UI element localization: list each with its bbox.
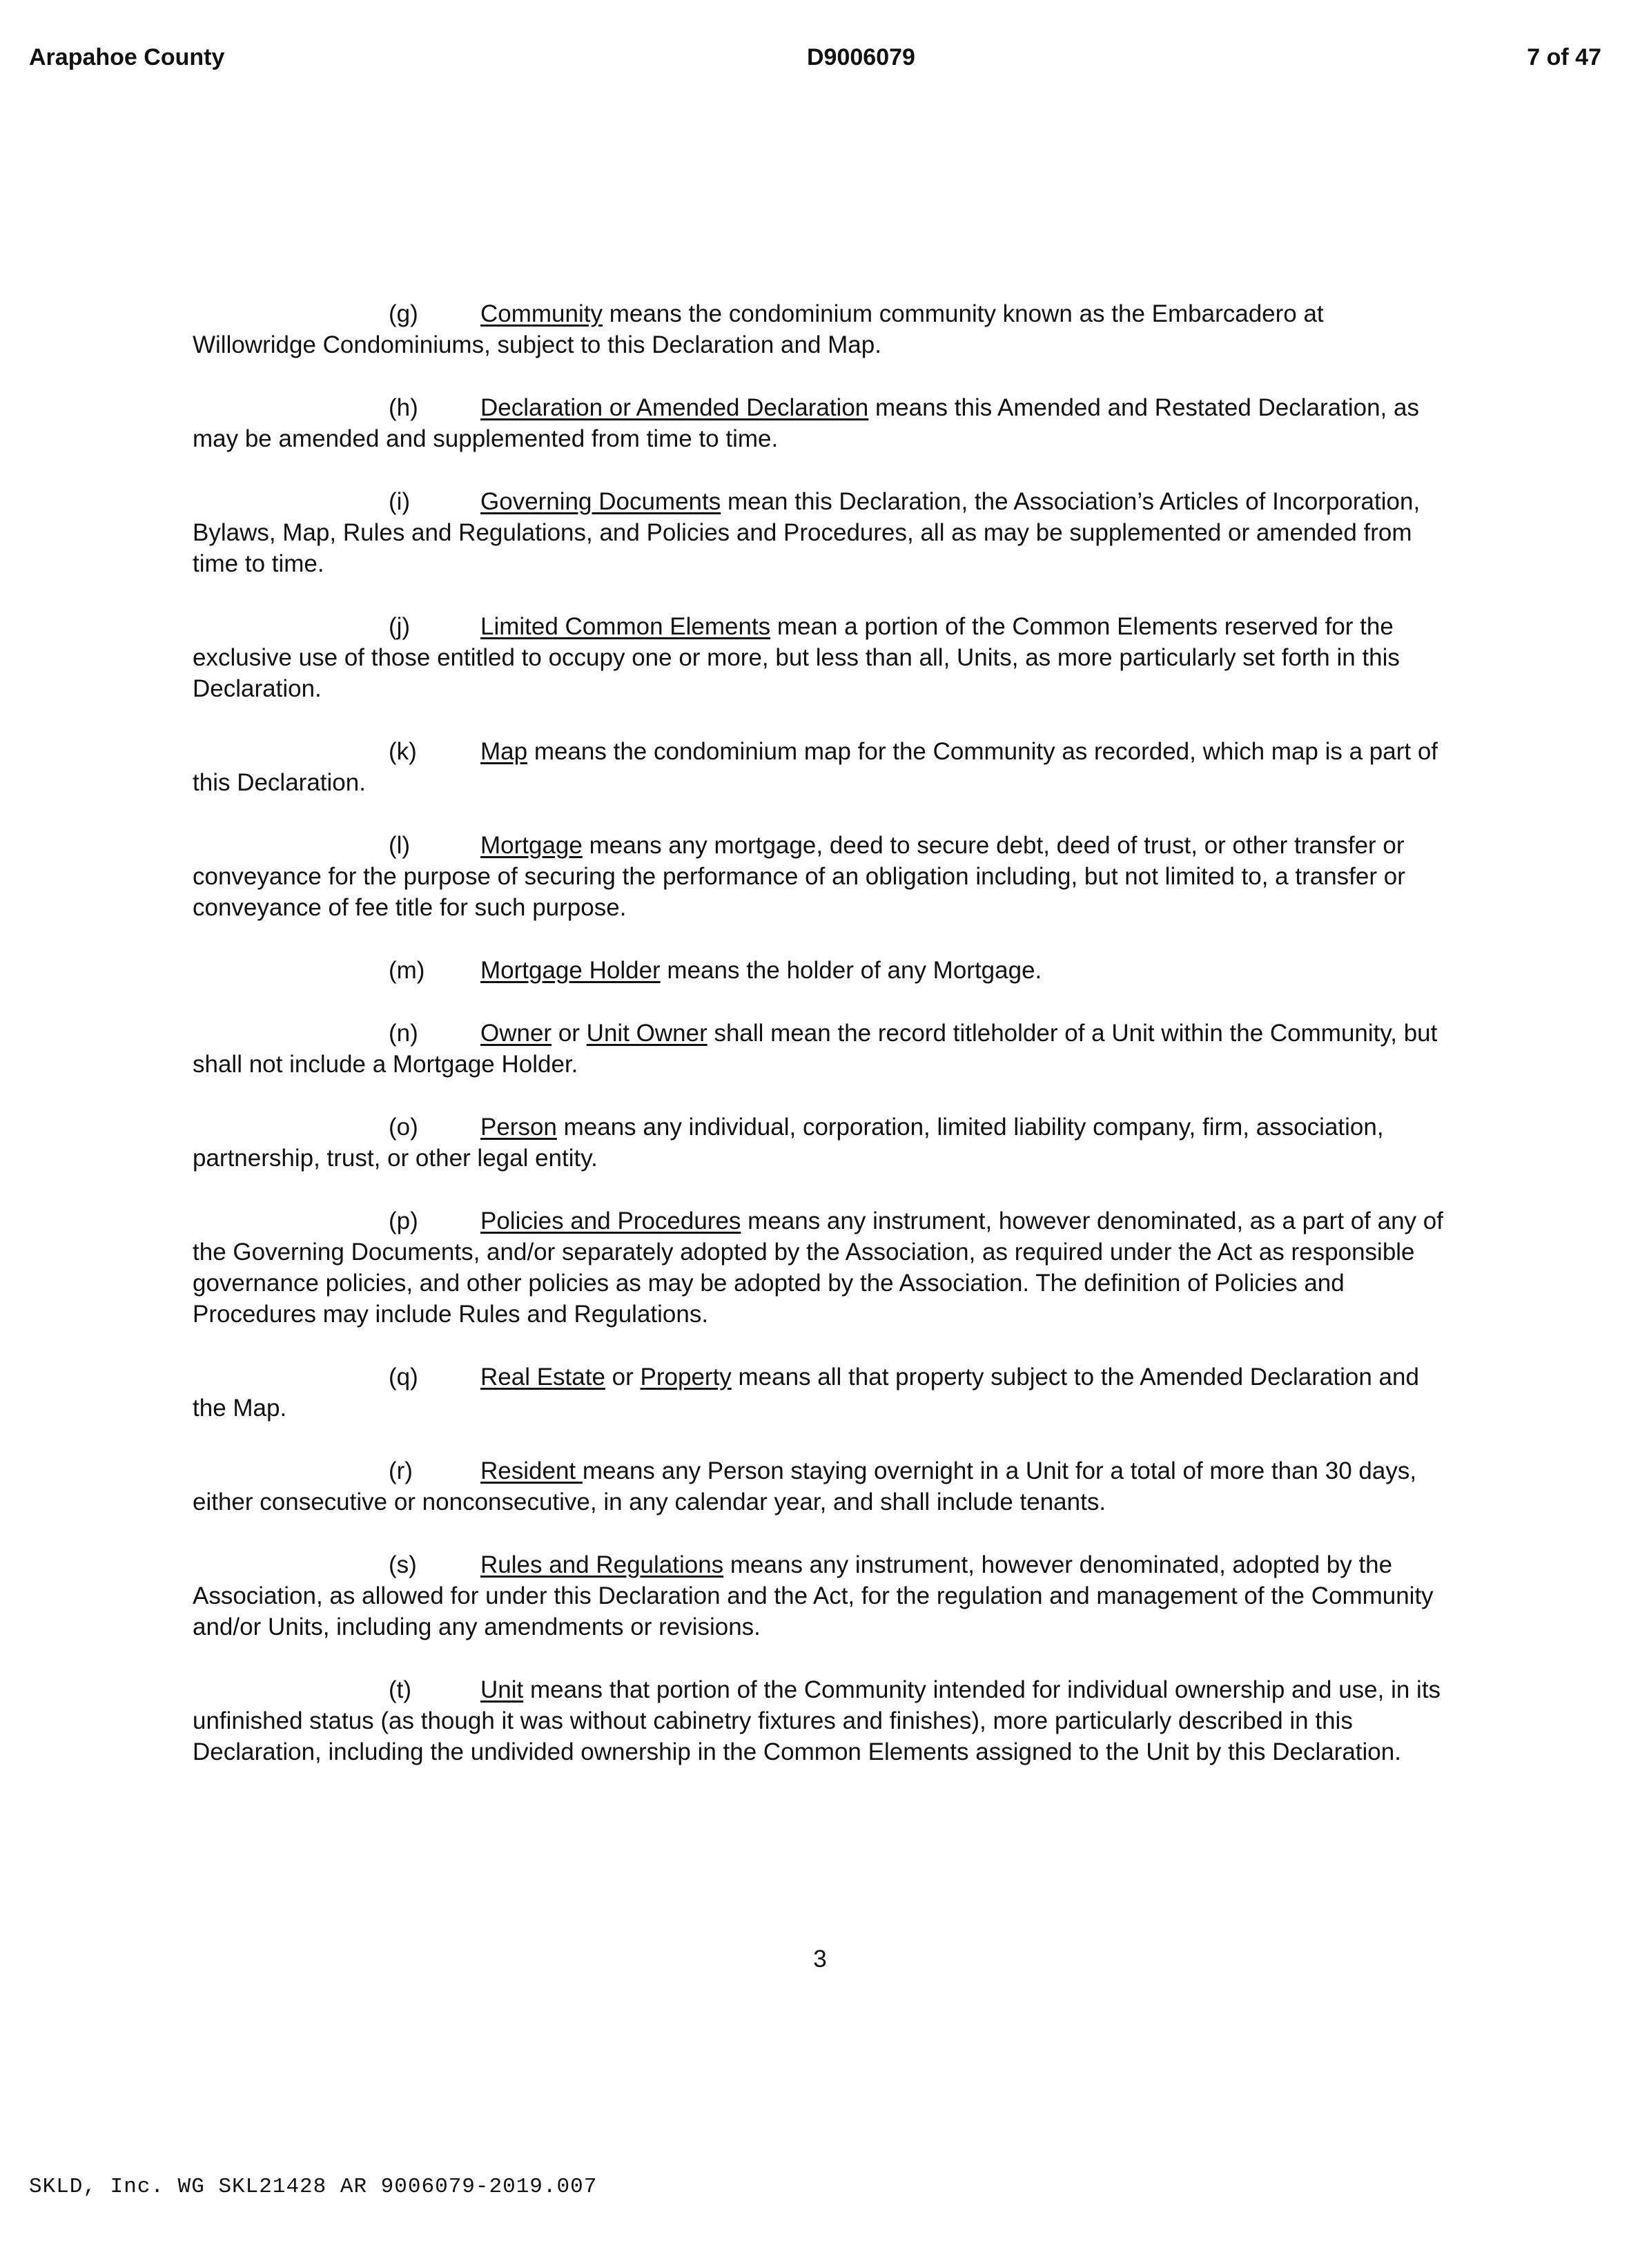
definitions-list xyxy=(193,298,1452,1799)
definition-text: means the holder of any Mortgage. xyxy=(660,957,1042,984)
footer-stamp: SKLD, Inc. WG SKL21428 AR 9006079-2019.007 xyxy=(29,2175,598,2199)
definition-t xyxy=(193,1674,1452,1767)
definition-text: means any instrument, however denominated, adopted by the Association, as allowed for under this Declaration and the Act, for the regulation and management of the Community and/or Units, including any amendments or revisions. xyxy=(193,1551,1434,1640)
definition-letter: (p) xyxy=(389,1208,418,1234)
defined-term-alt: Property xyxy=(640,1364,732,1390)
definition-letter: (h) xyxy=(389,394,418,421)
defined-term: Governing Documents xyxy=(480,488,721,515)
page-count: 7 of 47 xyxy=(1527,44,1601,70)
definition-r xyxy=(193,1455,1452,1518)
defined-term: Mortgage xyxy=(480,832,583,859)
definition-n xyxy=(193,1018,1452,1080)
defined-term: Owner xyxy=(480,1020,552,1047)
definition-text: means the condominium community known as the Embarcadero at Willowridge Condominiums, subject to this Declaration and Map. xyxy=(193,300,1324,358)
page-number: 3 xyxy=(813,1946,827,1973)
defined-term: Mortgage Holder xyxy=(480,957,661,984)
definition-k xyxy=(193,736,1452,798)
definition-letter: (g) xyxy=(389,300,418,327)
definition-letter: (j) xyxy=(389,613,411,640)
definition-j xyxy=(193,611,1452,704)
definition-text: means any instrument, however denominated, as a part of any of the Governing Documents, and/or separately adopted by the Association, as required under the Act as responsible governance policies, and other policies as may be adopted by the Association. The definition of Policies and Procedures may include Rules and Regulations. xyxy=(193,1208,1443,1328)
document-number: D9006079 xyxy=(807,44,915,70)
definition-text: means this Amended and Restated Declaration, as may be amended and supplemented from time to time. xyxy=(193,394,1419,452)
defined-term: Map xyxy=(480,738,528,765)
definition-q xyxy=(193,1361,1452,1424)
connector-text: or xyxy=(551,1020,587,1047)
connector-text: or xyxy=(605,1364,641,1390)
definition-h xyxy=(193,392,1452,454)
page-header xyxy=(0,44,1640,79)
defined-term-alt: Unit Owner xyxy=(586,1020,707,1047)
definition-text: means any Person staying overnight in a Unit for a total of more than 30 days, either consecutive or nonconsecutive, in any calendar year, and shall include tenants. xyxy=(193,1457,1417,1515)
defined-term: Rules and Regulations xyxy=(480,1551,724,1578)
definition-letter: (r) xyxy=(389,1457,413,1484)
definition-l xyxy=(193,830,1452,923)
county-name: Arapahoe County xyxy=(29,44,225,70)
definition-letter: (q) xyxy=(389,1364,418,1390)
definition-letter: (l) xyxy=(389,832,411,859)
defined-term: Real Estate xyxy=(480,1364,605,1390)
definition-text: means any mortgage, deed to secure debt, deed of trust, or other transfer or conveyance for the purpose of securing the performance of an obligation including, but not limited to, a transfer or conveyance of fee title for such purpose. xyxy=(193,832,1405,921)
definition-g xyxy=(193,298,1452,360)
definition-m xyxy=(193,955,1452,986)
definition-i xyxy=(193,486,1452,579)
definition-text: mean a portion of the Common Elements reserved for the exclusive use of those entitled to occupy one or more, but less than all, Units, as more particularly set forth in this Declaration. xyxy=(193,613,1400,702)
definition-letter: (i) xyxy=(389,488,411,515)
definition-letter: (s) xyxy=(389,1551,417,1578)
definition-text: shall mean the record titleholder of a Unit within the Community, but shall not include a Mortgage Holder. xyxy=(193,1020,1438,1078)
defined-term: Person xyxy=(480,1114,557,1141)
defined-term: Community xyxy=(480,300,603,327)
definition-letter: (n) xyxy=(389,1020,418,1047)
defined-term: Policies and Procedures xyxy=(480,1208,741,1234)
defined-term: Unit xyxy=(480,1676,524,1703)
definition-letter: (o) xyxy=(389,1114,418,1141)
definition-text: means all that property subject to the Amended Declaration and the Map. xyxy=(193,1364,1419,1422)
definition-text: means the condominium map for the Community as recorded, which map is a part of this Declaration. xyxy=(193,738,1438,796)
defined-term: Limited Common Elements xyxy=(480,613,771,640)
definition-text: mean this Declaration, the Association’s Articles of Incorporation, Bylaws, Map, Rules and Regulations, and Policies and Procedures, all as may be supplemented or amended from time to time. xyxy=(193,488,1421,577)
definition-text: means that portion of the Community intended for individual ownership and use, in its unfinished status (as though it was without cabinetry fixtures and finishes), more particularly described in this Declaration, including the undivided ownership in the Common Elements assigned to the Unit by this Declaration. xyxy=(193,1676,1441,1765)
definition-o xyxy=(193,1112,1452,1174)
definition-s xyxy=(193,1549,1452,1642)
definition-p xyxy=(193,1205,1452,1330)
defined-term: Resident xyxy=(480,1457,583,1484)
definition-letter: (t) xyxy=(389,1676,412,1703)
definition-letter: (k) xyxy=(389,738,417,765)
defined-term: Declaration or Amended Declaration xyxy=(480,394,869,421)
definition-letter: (m) xyxy=(389,957,425,984)
definition-text: means any individual, corporation, limited liability company, firm, association, partnership, trust, or other legal entity. xyxy=(193,1114,1384,1172)
